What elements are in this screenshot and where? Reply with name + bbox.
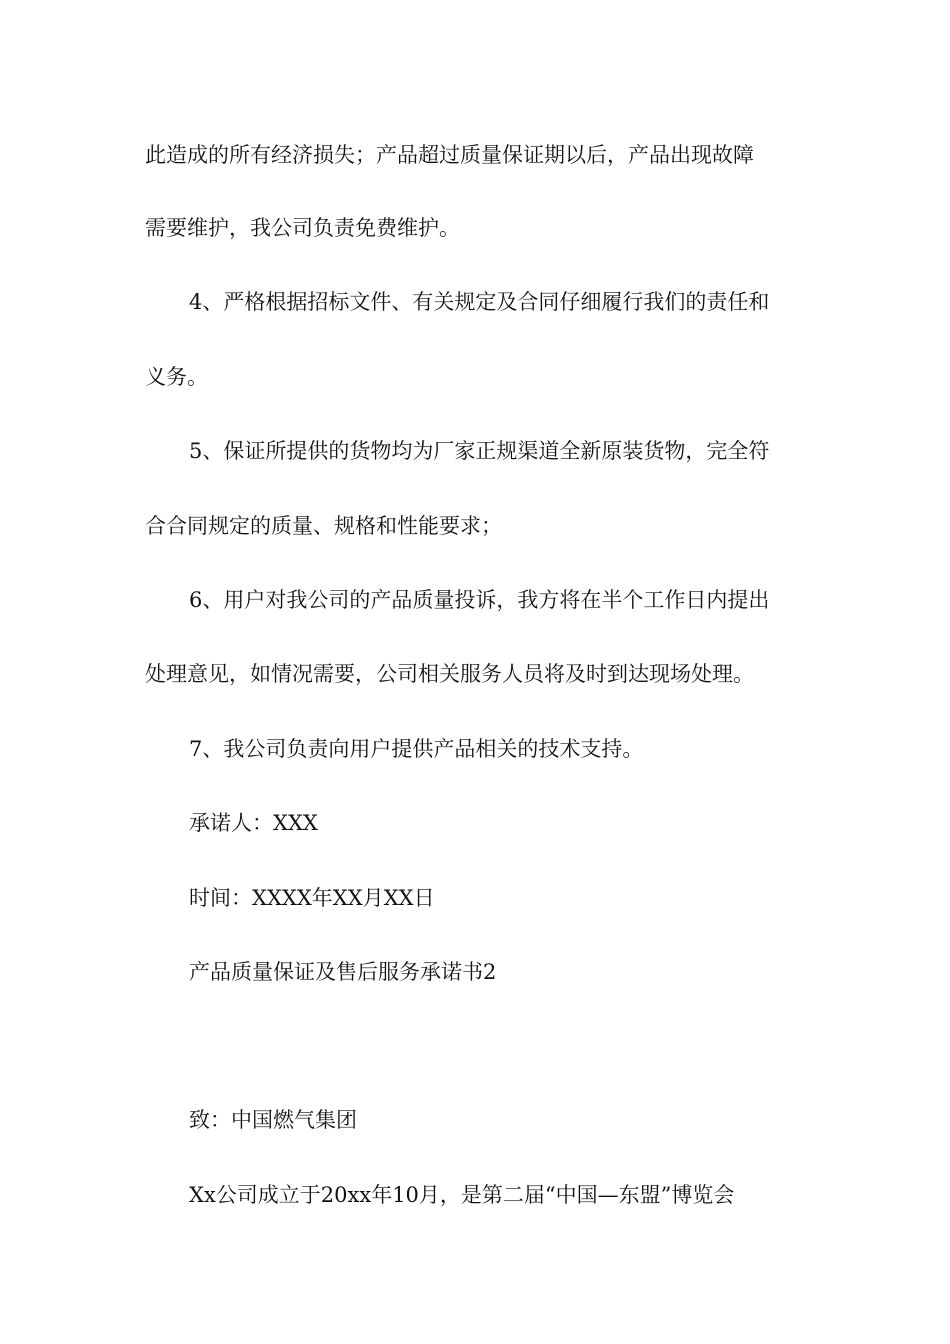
- paragraph-line: 5、保证所提供的货物均为厂家正规渠道全新原装货物，完全符: [189, 439, 770, 463]
- paragraph-line: 合合同规定的质量、规格和性能要求；: [145, 514, 502, 538]
- paragraph-line: 4、严格根据招标文件、有关规定及合同仔细履行我们的责任和: [189, 290, 770, 314]
- paragraph-line: Xx公司成立于20xx年10月，是第二届“中国—东盟”博览会: [189, 1183, 735, 1207]
- paragraph-line: 6、用户对我公司的产品质量投诉，我方将在半个工作日内提出: [189, 588, 770, 612]
- paragraph-line: 义务。: [145, 365, 208, 389]
- paragraph-line: 7、我公司负责向用户提供产品相关的技术支持。: [189, 737, 644, 761]
- date-line: 时间：XXXX年XX月XX日: [189, 886, 435, 910]
- paragraph-line: 此造成的所有经济损失；产品超过质量保证期以后，产品出现故障: [145, 143, 754, 167]
- signatory-line: 承诺人：XXX: [189, 811, 318, 835]
- section-title: 产品质量保证及售后服务承诺书2: [189, 960, 497, 984]
- addressee-line: 致：中国燃气集团: [189, 1108, 357, 1132]
- paragraph-line: 需要维护，我公司负责免费维护。: [145, 216, 460, 240]
- paragraph-line: 处理意见，如情况需要，公司相关服务人员将及时到达现场处理。: [145, 662, 754, 686]
